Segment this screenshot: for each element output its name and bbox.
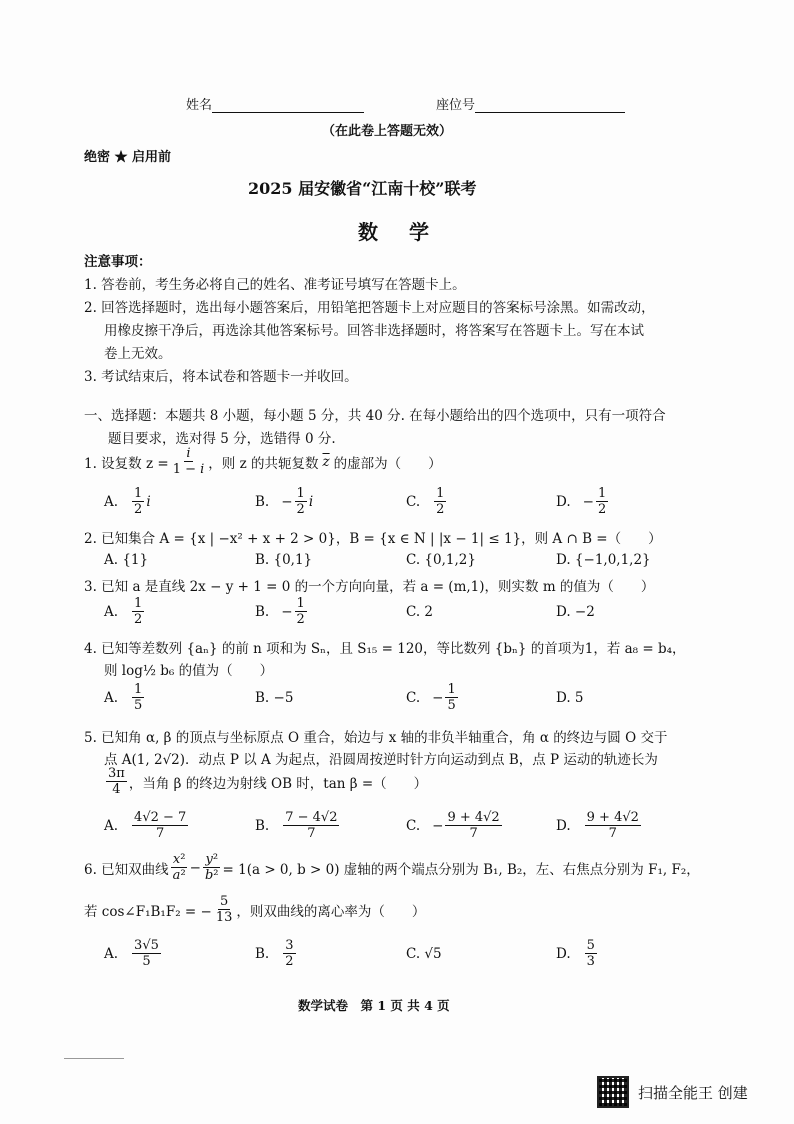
q2-option-d[interactable]: D. {−1,0,1,2} (556, 552, 651, 568)
question-3: 3. 已知 a 是直线 2x − y + 1 = 0 的一个方向向量，若 a = (m,1)，则实数 m 的值为（ ） (84, 579, 655, 595)
scanner-watermark: 扫描全能王 创建 (638, 1084, 748, 1102)
q6-option-a[interactable]: A. $\frac{3√5}{5}$ (104, 938, 159, 969)
question-5: 5. 已知角 α, β 的顶点与坐标原点 O 重合，始边与 x 轴的非负半轴重合，角 α 的终边与圆 O 交于 (84, 730, 668, 746)
q2-option-a[interactable]: A. {1} (104, 552, 149, 568)
subject-title: 数 学 (358, 220, 441, 244)
question-4-line-2: 则 log½ b₆ 的值为（ ） (104, 663, 274, 679)
note-item: 3. 考试结束后，将本试卷和答题卡一并收回。 (84, 369, 358, 385)
q2-option-b[interactable]: B. {0,1} (255, 552, 313, 568)
page-footer: 数学试卷 第 1 页 共 4 页 (298, 998, 450, 1013)
q5-option-a[interactable]: A. $\frac{4√2 - 7}{7}$ (104, 810, 187, 841)
question-6: 6. 已知双曲线 $\frac{\text{x²}}{\text{a²}}$ − $\frac{\text{y²}}{\text{b²}}$ = 1(a > 0, b > 0) 虚轴的两个端点分别为 B₁, B₂，左、右焦点分别为 F₁, F₂， (84, 852, 700, 883)
seat-field (436, 94, 625, 113)
q5-option-d[interactable]: D. $\frac{9 + 4√2}{7}$ (556, 810, 639, 841)
q1-option-d[interactable]: D. − $\frac{1}{2}$ (556, 486, 607, 517)
q6-option-d[interactable]: D. $\frac{5}{3}$ (556, 938, 595, 969)
note-item: 2. 回答选择题时，选出每小题答案后，用铅笔把答题卡上对应题目的答案标号涂黑。如需改动， (84, 300, 655, 316)
q3-option-a[interactable]: A. $\frac{1}{2}$ (104, 596, 143, 627)
name-label: 姓名 (186, 98, 213, 113)
note-item: 卷上无效。 (104, 346, 172, 362)
q4-option-c[interactable]: C. − $\frac{1}{5}$ (406, 682, 456, 713)
question-4: 4. 已知等差数列 {aₙ} 的前 n 项和为 Sₙ，且 S₁₅ = 120，等比数列 {bₙ} 的首项为1，若 a₈ = b₄， (84, 641, 686, 657)
fraction: $\frac{i}{1 - i}$ (172, 446, 205, 477)
q3-option-d[interactable]: D. −2 (556, 604, 595, 620)
q6-option-c[interactable]: C. √5 (406, 946, 442, 962)
q3-option-c[interactable]: C. 2 (406, 604, 434, 620)
note-item: 1. 答卷前，考生务必将自己的姓名、准考证号填写在答题卡上。 (84, 277, 466, 293)
q2-option-c[interactable]: C. {0,1,2} (406, 552, 476, 568)
seat-label: 座位号 (436, 98, 476, 113)
question-5-line-3: $\frac{3\pi}{4}$ ，当角 β 的终边为射线 OB 时，tan β =（ ） (108, 766, 428, 797)
q3-option-b[interactable]: B. − $\frac{1}{2}$ (255, 596, 305, 627)
question-6-line-2: 若 cos∠F₁B₁F₂ = − $\frac{5}{13}$ ，则双曲线的离心率为（ ） (84, 894, 426, 925)
q4-option-a[interactable]: A. $\frac{1}{5}$ (104, 682, 143, 713)
q5-option-c[interactable]: C. − $\frac{9 + 4√2}{7}$ (406, 810, 500, 841)
section-line-1: 一、选择题：本题共 8 小题，每小题 5 分，共 40 分. 在每小题给出的四个选项中，只有一项符合 (84, 408, 666, 424)
invalid-note: （在此卷上答题无效） (322, 124, 453, 139)
note-item: 用橡皮擦干净后，再选涂其他答案标号。回答非选择题时，将答案写在答题卡上。写在本试 (104, 323, 644, 339)
q6-option-b[interactable]: B. $\frac{3}{2}$ (255, 938, 294, 969)
divider (64, 1058, 124, 1059)
notes-heading: 注意事项： (84, 254, 152, 270)
question-5-line-2: 点 A(1, 2√2)．动点 P 以 A 为起点，沿圆周按逆时针方向运动到点 B，点 P 运动的轨迹长为 (104, 752, 658, 768)
qr-code-icon (597, 1076, 629, 1108)
name-field (186, 94, 364, 113)
question-2: 2. 已知集合 A = {x | −x² + x + 2 > 0}，B = {x ∈ N | |x − 1| ≤ 1}，则 A ∩ B =（ ） (84, 531, 662, 547)
q1-option-b[interactable]: B. − $\frac{1}{2}$ i (255, 486, 314, 517)
q4-option-b[interactable]: B. −5 (255, 690, 294, 706)
exam-title: 2025 届安徽省“江南十校”联考 (248, 179, 477, 198)
q5-option-b[interactable]: B. $\frac{7 - 4√2}{7}$ (255, 810, 338, 841)
section-line-2: 题目要求，选对得 5 分，选错得 0 分. (108, 431, 336, 447)
question-1: 1. 设复数 z = $\frac{i}{1 - i}$ ，则 z 的共轭复数 $\overline{z}$ 的虚部为（ ） (84, 446, 442, 477)
q1-option-c[interactable]: C. $\frac{1}{2}$ (406, 486, 445, 517)
q4-option-d[interactable]: D. 5 (556, 690, 584, 706)
secret-mark: 绝密 ★ 启用前 (84, 150, 172, 165)
q1-option-a[interactable]: A. $\frac{1}{2}$ i (104, 486, 151, 517)
